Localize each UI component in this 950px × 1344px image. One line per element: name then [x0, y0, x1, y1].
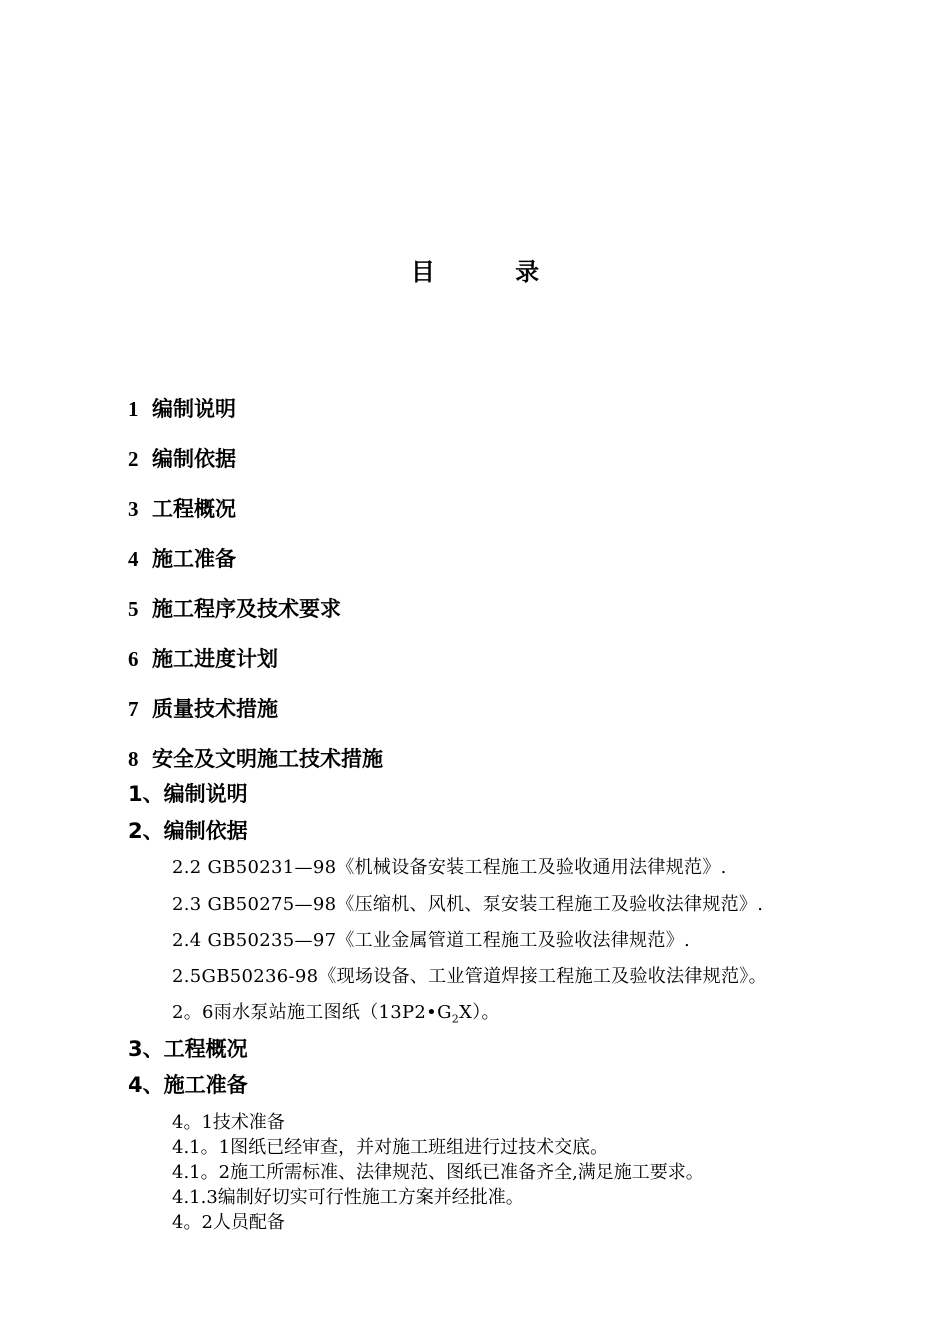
prep-item: 4.1。2施工所需标准、法律规范、图纸已准备齐全,满足施工要求。 — [172, 1162, 704, 1183]
toc-number: 2 — [128, 447, 139, 471]
page-title: 目 录 — [410, 258, 576, 286]
reference-2-6-subscript: 2 — [451, 1012, 460, 1026]
toc-label: 工程概况 — [152, 497, 236, 521]
toc-label: 质量技术措施 — [152, 697, 278, 721]
reference-2-6 — [172, 998, 500, 1035]
prep-item: 4.1。1图纸已经审查，并对施工班组进行过技术交底。 — [172, 1137, 609, 1158]
toc-label: 编制依据 — [152, 447, 236, 471]
prep-item: 4.1.3编制好切实可行性施工方案并经批准。 — [172, 1187, 524, 1208]
reference-2-2: 2.2 GB50231—98《机械设备安装工程施工及验收通用法律规范》. — [172, 857, 727, 878]
section-heading-4: 4、施工准备 — [128, 1073, 248, 1097]
toc-label: 施工程序及技术要求 — [152, 597, 341, 621]
toc-item[interactable] — [128, 543, 383, 593]
reference-2-6-prefix: 2。6雨水泵站施工图纸（13P2•G — [172, 1002, 452, 1023]
toc-number: 5 — [128, 597, 139, 621]
toc-number: 6 — [128, 647, 139, 671]
section-heading-1: 1、编制说明 — [128, 782, 248, 806]
toc-item[interactable] — [128, 443, 383, 493]
reference-2-5: 2.5GB50236-98《现场设备、工业管道焊接工程施工及验收法律规范》。 — [172, 966, 767, 987]
prep-item: 4。1技术准备 — [172, 1112, 285, 1133]
section-heading-2: 2、编制依据 — [128, 819, 248, 843]
toc-label: 施工进度计划 — [152, 647, 278, 671]
section-heading-3: 3、工程概况 — [128, 1037, 248, 1061]
toc-item[interactable] — [128, 593, 383, 643]
toc-number: 8 — [128, 747, 139, 771]
toc-number: 3 — [128, 497, 139, 521]
table-of-contents — [128, 393, 383, 793]
toc-number: 7 — [128, 697, 139, 721]
reference-2-4: 2.4 GB50235—97《工业金属管道工程施工及验收法律规范》. — [172, 930, 691, 951]
toc-item[interactable] — [128, 493, 383, 543]
reference-2-6-suffix: X）。 — [459, 1002, 500, 1023]
toc-label: 编制说明 — [152, 397, 236, 421]
toc-number: 4 — [128, 547, 139, 571]
toc-label: 安全及文明施工技术措施 — [152, 747, 383, 771]
toc-item[interactable] — [128, 393, 383, 443]
toc-number: 1 — [128, 397, 139, 421]
prep-list — [172, 1110, 704, 1235]
toc-item[interactable] — [128, 643, 383, 693]
reference-2-3: 2.3 GB50275—98《压缩机、风机、泵安装工程施工及验收法律规范》. — [172, 894, 764, 915]
toc-item[interactable] — [128, 693, 383, 743]
prep-item: 4。2人员配备 — [172, 1212, 285, 1233]
toc-label: 施工准备 — [152, 547, 236, 571]
